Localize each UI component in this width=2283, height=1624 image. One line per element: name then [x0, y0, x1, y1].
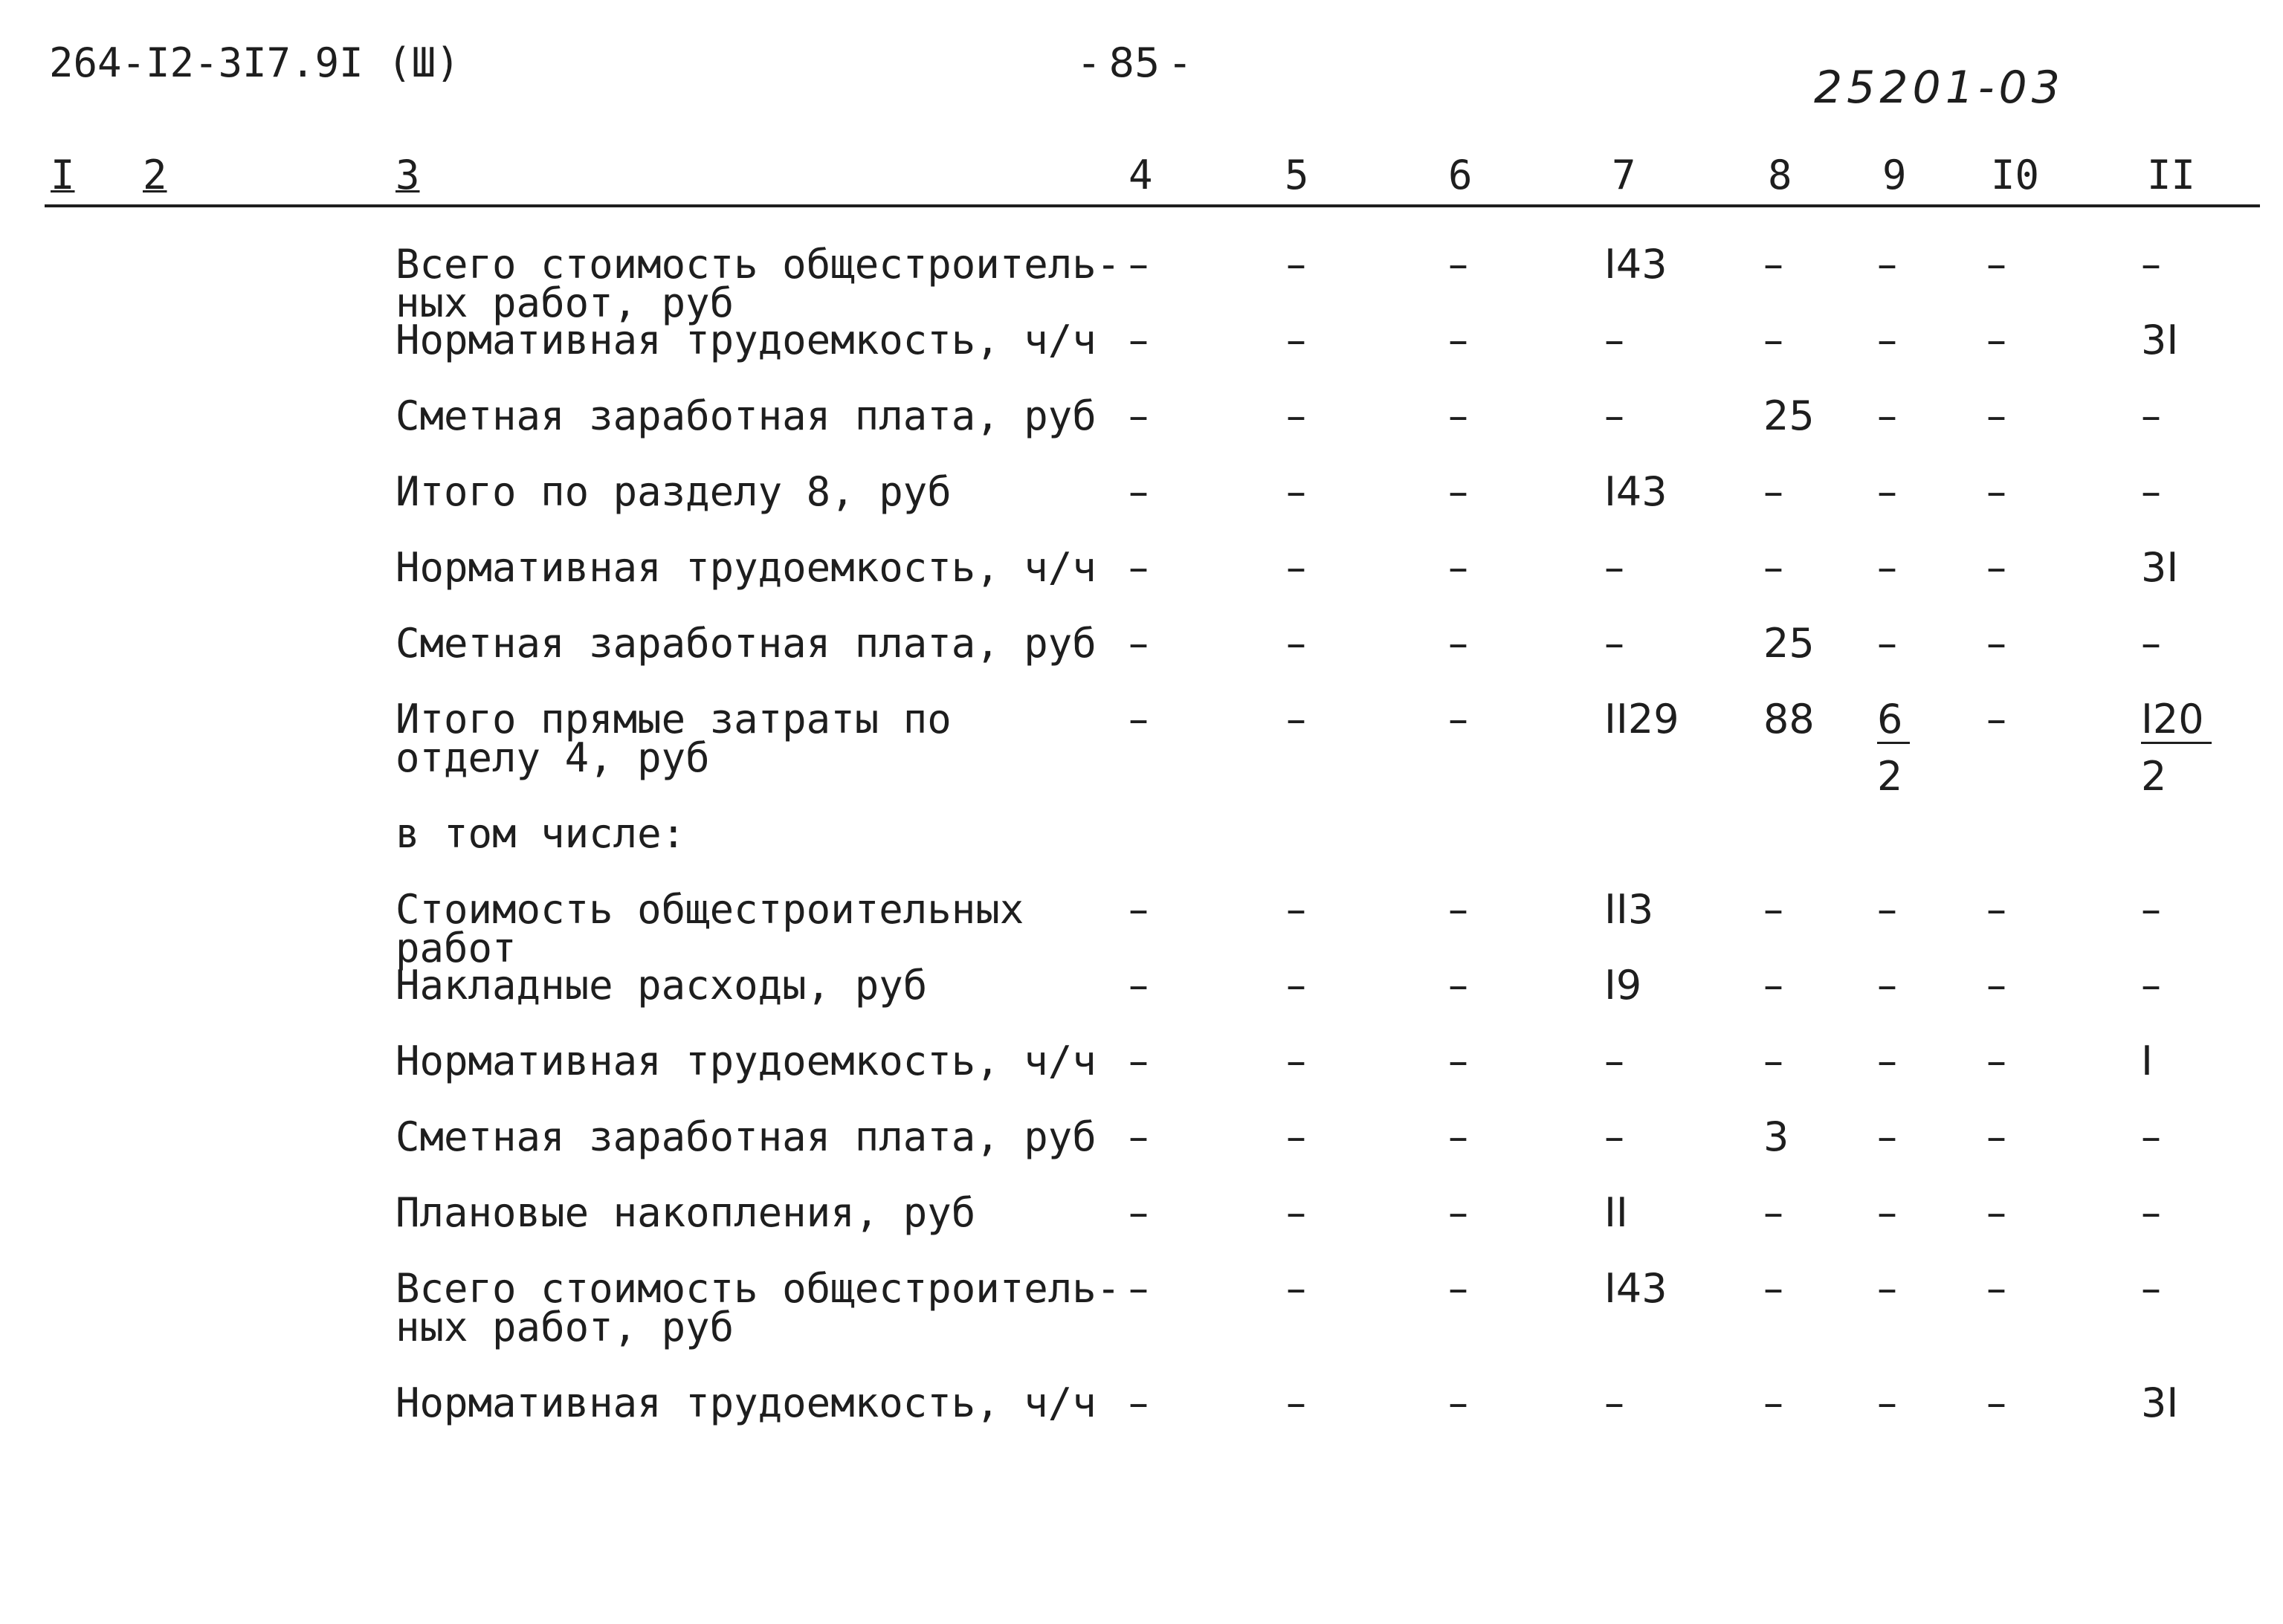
cell-c10: – [1986, 317, 2006, 363]
cell-c9: – [1877, 544, 1897, 591]
cell-c5: – [1286, 241, 1306, 288]
cell-c8: – [1763, 1038, 1783, 1084]
cell-c6: – [1448, 886, 1468, 933]
cell-c6: – [1448, 1189, 1468, 1236]
cell-c8: – [1763, 962, 1783, 1009]
cell-c10: – [1986, 696, 2006, 743]
cell-c8: – [1763, 1265, 1783, 1312]
cell-c5: – [1286, 620, 1306, 667]
cell-c7: – [1604, 1113, 1624, 1160]
cell-c4: – [1128, 620, 1149, 667]
cell-c5: – [1286, 1379, 1306, 1426]
row-label: Нормативная трудоемкость, ч/ч [395, 544, 1097, 591]
table-row [0, 1265, 2283, 1384]
cell-c11: – [2141, 1189, 2161, 1236]
table-row [0, 241, 2283, 326]
cell-c7: – [1604, 544, 1624, 591]
column-header-3: 3 [395, 152, 420, 198]
cell-c6: – [1448, 317, 1468, 363]
cell-c6: – [1448, 1038, 1468, 1084]
row-label: Нормативная трудоемкость, ч/ч [395, 1379, 1097, 1426]
cell-c11: 3I [2141, 317, 2179, 363]
cell-c6: – [1448, 468, 1468, 515]
cell-c10: – [1986, 468, 2006, 515]
cell-c7: II [1604, 1189, 1628, 1236]
cell-c7: I43 [1604, 468, 1667, 515]
cell-c8: – [1763, 468, 1783, 515]
cell-c4: – [1128, 1265, 1149, 1312]
column-header-7: 7 [1612, 152, 1636, 198]
cell-c4: – [1128, 696, 1149, 743]
fraction-denominator: 2 [1877, 753, 1903, 800]
cell-c6: – [1448, 962, 1468, 1009]
cell-c9: – [1877, 1379, 1897, 1426]
cell-c8: – [1763, 544, 1783, 591]
cell-c7: I9 [1604, 962, 1642, 1009]
cell-c4: – [1128, 468, 1149, 515]
cell-c4: – [1128, 544, 1149, 591]
row-label: Итого по разделу 8, руб [395, 468, 952, 515]
column-header-6: 6 [1448, 152, 1473, 198]
cell-c5: – [1286, 696, 1306, 743]
fraction-cell-c9 [1877, 696, 1910, 800]
cell-c5: – [1286, 544, 1306, 591]
table-row [0, 886, 2283, 971]
cell-c5: – [1286, 1265, 1306, 1312]
cell-c11: – [2141, 962, 2161, 1009]
cell-c9: – [1877, 317, 1897, 363]
table-row [0, 696, 2283, 815]
cell-c6: – [1448, 544, 1468, 591]
cell-c9: – [1877, 1113, 1897, 1160]
cell-c11: – [2141, 1265, 2161, 1312]
cell-c6: – [1448, 620, 1468, 667]
column-header-9: 9 [1882, 152, 1907, 198]
row-label: Сметная заработная плата, руб [395, 1113, 1097, 1160]
column-header-2: 2 [143, 152, 167, 198]
cell-c5: – [1286, 1038, 1306, 1084]
cell-c6: – [1448, 392, 1468, 439]
row-label: Нормативная трудоемкость, ч/ч [395, 317, 1097, 363]
cell-c5: – [1286, 1113, 1306, 1160]
cell-c6: – [1448, 241, 1468, 288]
cell-c11: – [2141, 1113, 2161, 1160]
cell-c8: 88 [1763, 696, 1815, 743]
table-row [0, 544, 2283, 624]
cell-c7: I43 [1604, 1265, 1667, 1312]
cell-c5: – [1286, 962, 1306, 1009]
cell-c11: 3I [2141, 1379, 2179, 1426]
cell-c5: – [1286, 886, 1306, 933]
cell-c10: – [1986, 620, 2006, 667]
cell-c4: – [1128, 962, 1149, 1009]
cell-c10: – [1986, 1379, 2006, 1426]
cell-c8: – [1763, 241, 1783, 288]
cell-c7: – [1604, 620, 1624, 667]
cell-c9: – [1877, 962, 1897, 1009]
cell-c6: – [1448, 1113, 1468, 1160]
cell-c8: – [1763, 1189, 1783, 1236]
cell-c11: I [2141, 1038, 2153, 1084]
table-row [0, 1189, 2283, 1269]
cell-c10: – [1986, 392, 2006, 439]
cell-c9: – [1877, 886, 1897, 933]
cell-c4: – [1128, 1038, 1149, 1084]
row-label: Накладные расходы, руб [395, 962, 928, 1009]
cell-c11: – [2141, 886, 2161, 933]
cell-c8: 25 [1763, 392, 1815, 439]
cell-c8: 25 [1763, 620, 1815, 667]
cell-c10: – [1986, 241, 2006, 288]
cell-c8: – [1763, 886, 1783, 933]
cell-c7: – [1604, 392, 1624, 439]
table-row [0, 620, 2283, 700]
cell-c4: – [1128, 1113, 1149, 1160]
fraction-cell-c11 [2141, 696, 2212, 800]
table-row [0, 468, 2283, 549]
table-row [0, 317, 2283, 397]
column-header-5: 5 [1285, 152, 1309, 198]
table-row [0, 962, 2283, 1042]
cell-c4: – [1128, 241, 1149, 288]
table-row [0, 1379, 2283, 1460]
cell-c6: – [1448, 696, 1468, 743]
cell-c10: – [1986, 886, 2006, 933]
row-label: Стоимость общестроительных работ [395, 886, 1024, 971]
column-header-8: 8 [1768, 152, 1792, 198]
cell-c10: – [1986, 544, 2006, 591]
cell-c5: – [1286, 317, 1306, 363]
table-row [0, 1038, 2283, 1118]
column-header-10: I0 [1991, 152, 2040, 198]
cell-c9: – [1877, 392, 1897, 439]
cell-c7: II3 [1604, 886, 1654, 933]
cell-c8: – [1763, 317, 1783, 363]
cell-c11: – [2141, 241, 2161, 288]
cell-c4: – [1128, 1189, 1149, 1236]
cell-c9: – [1877, 468, 1897, 515]
cell-c4: – [1128, 317, 1149, 363]
row-label: Всего стоимость общестроитель- ных работ, руб [395, 1265, 1121, 1350]
cell-c6: – [1448, 1379, 1468, 1426]
cell-c10: – [1986, 962, 2006, 1009]
cell-c8: 3 [1763, 1113, 1789, 1160]
column-header-4: 4 [1128, 152, 1153, 198]
column-header-1: I [51, 152, 75, 198]
cell-c8: – [1763, 1379, 1783, 1426]
row-label: Итого прямые затраты по отделу 4, руб [395, 696, 952, 781]
cell-c5: – [1286, 1189, 1306, 1236]
cell-c11: – [2141, 468, 2161, 515]
row-label: Сметная заработная плата, руб [395, 392, 1097, 439]
cell-c9: – [1877, 620, 1897, 667]
cell-c7: – [1604, 1379, 1624, 1426]
fraction-numerator: I20 [2141, 700, 2212, 744]
cell-c9: – [1877, 1265, 1897, 1312]
row-label: Всего стоимость общестроитель- ных работ, руб [395, 241, 1121, 326]
cell-c10: – [1986, 1189, 2006, 1236]
table-row [0, 1113, 2283, 1194]
cell-c11: – [2141, 620, 2161, 667]
column-header-row [45, 152, 2260, 207]
cell-c5: – [1286, 468, 1306, 515]
cell-c9: – [1877, 241, 1897, 288]
cell-c10: – [1986, 1265, 2006, 1312]
cell-c4: – [1128, 1379, 1149, 1426]
fraction-denominator: 2 [2141, 753, 2167, 800]
row-label: в том числе: [395, 810, 686, 857]
row-label: Сметная заработная плата, руб [395, 620, 1097, 667]
cell-c11: – [2141, 392, 2161, 439]
page-number: - 85 - [1082, 39, 1188, 86]
cell-c10: – [1986, 1113, 2006, 1160]
cell-c7: – [1604, 317, 1624, 363]
cell-c5: – [1286, 392, 1306, 439]
cell-c4: – [1128, 886, 1149, 933]
table-row [0, 392, 2283, 473]
cell-c7: I43 [1604, 241, 1667, 288]
row-label: Плановые накопления, руб [395, 1189, 976, 1236]
handwritten-stamp-number: 25201-03 [1814, 62, 2064, 114]
cell-c10: – [1986, 1038, 2006, 1084]
estimate-table-body [0, 241, 2283, 1460]
cell-c9: – [1877, 1038, 1897, 1084]
fraction-numerator: 6 [1877, 700, 1910, 744]
cell-c7: – [1604, 1038, 1624, 1084]
cell-c6: – [1448, 1265, 1468, 1312]
row-label: Нормативная трудоемкость, ч/ч [395, 1038, 1097, 1084]
cell-c4: – [1128, 392, 1149, 439]
column-header-11: II [2147, 152, 2196, 198]
table-row [0, 810, 2283, 890]
document-code: 264-I2-3I7.9I (Ш) [49, 39, 460, 86]
cell-c7: II29 [1604, 696, 1679, 743]
cell-c9: – [1877, 1189, 1897, 1236]
cell-c11: 3I [2141, 544, 2179, 591]
